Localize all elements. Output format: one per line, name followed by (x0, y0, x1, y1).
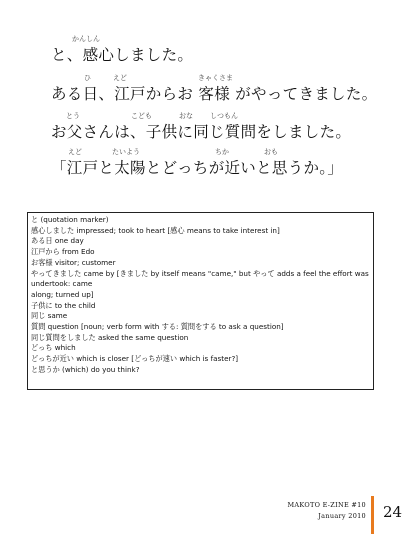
furigana: かんしん (72, 35, 100, 43)
furigana: きゃくさま (198, 74, 233, 82)
vocab-entry: どっちが近い which is closer [どっちが速い which is faster?] (31, 354, 239, 364)
vocab-entry: どっち which (31, 343, 76, 353)
vocab-entry: と思うか (which) do you think? (31, 364, 140, 374)
story-line-1 (51, 34, 406, 65)
story-line-4 (51, 147, 406, 178)
vocab-entry: お客様 visitor; customer (31, 257, 116, 267)
issue-date: January 2010 (318, 512, 366, 520)
vocab-entry: 子供に to the child (31, 300, 96, 310)
furigana-row (51, 34, 406, 45)
furigana-row (51, 111, 406, 122)
furigana: おな (179, 112, 193, 120)
furigana: こども (131, 112, 152, 120)
furigana: ひ (84, 74, 91, 82)
vocab-entry: 江戸から from Edo (31, 247, 95, 257)
vocab-entry: ある日 one day (31, 236, 84, 246)
vocab-entry: と (quotation marker) (31, 215, 109, 224)
footer-divider (371, 496, 374, 534)
furigana: とう (66, 112, 80, 120)
furigana: たいよう (112, 148, 140, 156)
furigana: おも (264, 148, 278, 156)
page-number: 24 (383, 503, 403, 521)
page-footer (276, 500, 366, 522)
vocab-entry: 感心しました impressed; took to heart [感心 means to take interest in] (31, 225, 280, 235)
furigana-row (51, 73, 406, 84)
furigana-row (51, 147, 406, 158)
magazine-title: MAKOTO E-ZINE #10 (287, 501, 366, 509)
furigana: しつもん (210, 112, 238, 120)
story-text: お父さんは、子供に同じ質問をしました。 (51, 123, 352, 141)
story-line-3 (51, 111, 406, 142)
story-text: ある日、江戸からお 客様 がやってきました。 (51, 85, 378, 103)
story-text: 「江戸と太陽とどっちが近いと思うか。」 (51, 159, 344, 177)
vocab-entry: やってきました came by [きました by itself means "came," but やって adds a feel the effort was undertook: came (31, 268, 369, 289)
vocab-entry: 同じ same (31, 311, 68, 321)
vocab-entry: 同じ質問をしました asked the same question (31, 332, 189, 342)
vocab-entry: 質問 question [noun; verb form with する: 質問をする to ask a question] (31, 322, 284, 332)
furigana: えど (68, 148, 82, 156)
vocab-entry: along; turned up] (31, 289, 94, 299)
furigana: ちか (215, 148, 229, 156)
story-text: と、感心しました。 (51, 46, 194, 64)
vocabulary-box (27, 212, 374, 390)
furigana: えど (113, 74, 127, 82)
story-line-2 (51, 73, 406, 104)
